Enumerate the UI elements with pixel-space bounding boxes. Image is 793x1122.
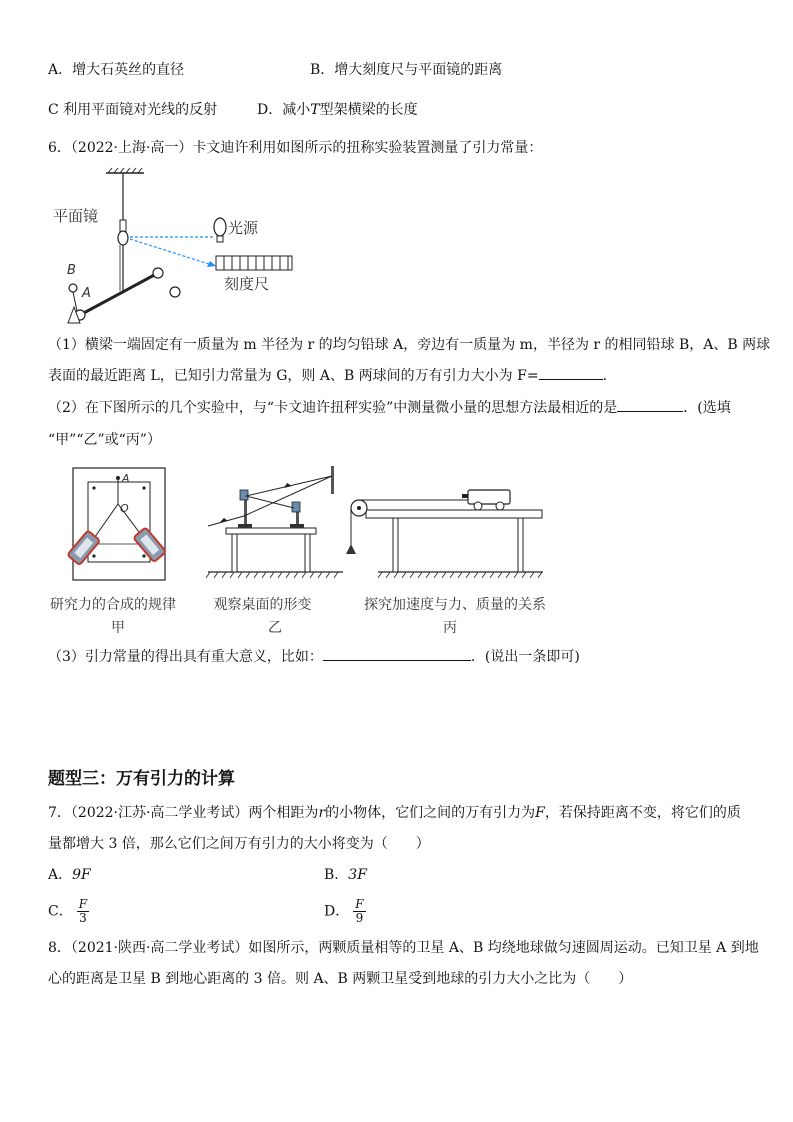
label-a: A — [82, 286, 91, 301]
jia-label-a: A — [122, 472, 130, 485]
q7-option-a-label: A． — [48, 867, 73, 883]
q6-part1-line2-text: 表面的最近距离 L，已知引力常量为 G，则 A、B 两球间的万有引力大小为 F= — [48, 368, 539, 384]
reflected-ray — [130, 239, 212, 265]
yi-wall-mirror — [331, 466, 334, 494]
answer-blank-3[interactable] — [323, 660, 471, 661]
option-d-suffix: 型架横梁的长度 — [319, 102, 418, 118]
ball-b-icon — [69, 284, 77, 292]
scale-ruler — [216, 256, 292, 270]
experiment-jia — [67, 468, 166, 580]
bing-table-top — [366, 510, 542, 518]
q7-line1 — [48, 803, 741, 823]
q6-part2-text: （2）在下图所示的几个实验中，与“卡文迪许扭秤实验”中测量微小量的思想方法最相近的是 — [48, 400, 618, 416]
q7-option-b-value: 3F — [348, 867, 367, 883]
q7-option-d — [324, 898, 366, 925]
experiments-figure — [48, 462, 548, 584]
q6-part1-line2 — [48, 366, 607, 386]
experiment-yi — [206, 466, 343, 578]
caption-jia: 甲 — [111, 620, 125, 636]
q7-option-d-fraction — [353, 898, 365, 925]
q7-var-r: r — [318, 805, 326, 821]
q7-line1-c: ，若保持距离不变，将它们的质 — [544, 805, 741, 821]
q7-option-c-num: F — [78, 897, 88, 911]
fiber-clamp — [120, 220, 126, 232]
option-c: C 利用平面镜对光线的反射 — [48, 102, 218, 118]
mirror-icon — [118, 231, 128, 245]
option-d-var: T — [310, 102, 320, 118]
q7-var-f: F — [535, 805, 545, 821]
section-title: 题型三：万有引力的计算 — [48, 769, 235, 789]
q6-part3-text: （3）引力常量的得出具有重大意义，比如： — [48, 649, 323, 665]
label-light: 光源 — [228, 219, 259, 237]
q6-part3-end: ．(说出一条即可) — [470, 649, 580, 665]
answer-blank-1[interactable] — [539, 379, 603, 380]
label-b: B — [67, 263, 76, 278]
caption-yi: 乙 — [268, 620, 282, 636]
q7-option-a — [48, 865, 91, 885]
option-b: B．增大刻度尺与平面镜的距离 — [310, 62, 503, 78]
t-beam — [80, 273, 158, 315]
q6-part2-end: ．(选填 — [683, 400, 731, 416]
q8-line2: 心的距离是卫星 B 到地心距离的 3 倍。则 A、B 两颗卫星受到地球的引力大小之比为（ ） — [48, 971, 633, 987]
ball-small-right-icon — [153, 268, 163, 278]
q7-option-c-den: 3 — [79, 911, 87, 925]
q7-option-b-label: B． — [324, 867, 349, 883]
torsion-balance-figure — [48, 165, 308, 330]
q7-option-c-fraction — [77, 898, 89, 925]
label-ruler: 刻度尺 — [224, 275, 270, 293]
q7-option-a-value: 9F — [72, 867, 91, 883]
q7-line2: 量都增大 3 倍，那么它们之间万有引力的大小将变为（ ） — [48, 836, 430, 852]
q6-part1-end: . — [602, 368, 608, 384]
light-source-base — [217, 236, 223, 242]
q7-option-d-num: F — [355, 897, 364, 911]
q8-line1: 8．（2021·陕西·高二学业考试）如图所示，两颗质量相等的卫星 A、B 均绕地球做匀速圆周运动。已知卫星 A 到地 — [48, 940, 759, 956]
label-mirror: 平面镜 — [53, 207, 99, 225]
q6-part2-line2: “甲”“乙”或“丙”） — [48, 432, 161, 448]
q7-option-c — [48, 898, 89, 925]
q7-option-b — [324, 865, 367, 885]
caption-jia-title: 研究力的合成的规律 — [50, 597, 176, 613]
q7-line1-b: 的小物体，它们之间的万有引力为 — [325, 805, 536, 821]
option-a: A．增大石英丝的直径 — [48, 62, 185, 78]
caption-bing: 丙 — [443, 620, 457, 636]
jia-paper — [88, 482, 150, 562]
q6-stem: 6．（2022·上海·高一）卡文迪许利用如图所示的扭称实验装置测量了引力常量： — [48, 140, 543, 156]
yi-desk-top — [226, 528, 316, 534]
light-source-icon — [214, 218, 226, 236]
option-d — [257, 100, 418, 120]
caption-yi-title: 观察桌面的形变 — [213, 597, 312, 613]
answer-blank-2[interactable] — [617, 411, 683, 412]
q7-option-d-den: 9 — [355, 911, 364, 925]
jia-label-o: O — [120, 502, 129, 515]
bing-cart-icon — [468, 490, 510, 504]
q6-part2-line1 — [48, 398, 731, 418]
ball-large-right-icon — [170, 287, 180, 297]
bing-hanging-weight — [346, 544, 356, 554]
q6-part1-line1: （1）横梁一端固定有一质量为 m 半径为 r 的均匀铅球 A，旁边有一质量为 m，半径为 r 的相同铅球 B，A、B 两球 — [48, 337, 771, 353]
q6-part3 — [48, 647, 580, 667]
option-d-prefix: D．减小 — [257, 102, 311, 118]
experiment-bing — [346, 490, 543, 578]
caption-bing-title: 探究加速度与力、质量的关系 — [364, 597, 546, 613]
q7-option-c-label: C． — [48, 903, 73, 920]
q7-option-d-label: D． — [324, 903, 350, 920]
q7-line1-a: 7．（2022·江苏·高二学业考试）两个相距为 — [48, 805, 319, 821]
